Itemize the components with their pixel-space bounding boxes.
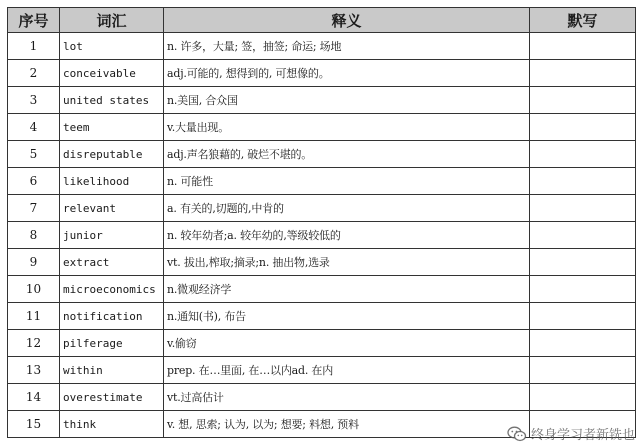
table-row [8,33,636,60]
row-definition: vt. 拔出,榨取;摘录;n. 抽出物,选录 [164,249,530,276]
row-word: lot [60,33,164,60]
table-row [8,357,636,384]
row-dictation-cell [530,168,636,195]
row-dictation-cell [530,276,636,303]
row-number: 8 [8,222,60,249]
row-word: microeconomics [60,276,164,303]
row-number: 7 [8,195,60,222]
row-dictation-cell [530,303,636,330]
row-word: extract [60,249,164,276]
row-number: 14 [8,384,60,411]
row-number: 13 [8,357,60,384]
row-word: likelihood [60,168,164,195]
row-number: 3 [8,87,60,114]
row-definition: n. 可能性 [164,168,530,195]
row-word: relevant [60,195,164,222]
row-word: junior [60,222,164,249]
wechat-icon [507,426,527,442]
table-row [8,249,636,276]
row-definition: v.大量出现。 [164,114,530,141]
watermark-text: 终身学习者新铣也 [530,428,635,443]
row-number: 15 [8,411,60,438]
table-row [8,87,636,114]
row-number: 2 [8,60,60,87]
row-definition: n.通知(书), 布告 [164,303,530,330]
row-dictation-cell [530,141,636,168]
row-dictation-cell [530,114,636,141]
row-definition: v. 想, 思索; 认为, 以为; 想要; 料想, 预料 [164,411,530,438]
row-definition: n. 较年幼者;a. 较年幼的,等级较低的 [164,222,530,249]
table-row [8,141,636,168]
row-word: within [60,357,164,384]
table-row [8,276,636,303]
row-definition: v.偷窃 [164,330,530,357]
row-dictation-cell [530,222,636,249]
row-number: 1 [8,33,60,60]
watermark [507,424,635,443]
table-row [8,303,636,330]
row-word: conceivable [60,60,164,87]
row-word: pilferage [60,330,164,357]
row-dictation-cell [530,357,636,384]
table-row [8,195,636,222]
row-dictation-cell [530,60,636,87]
vocabulary-table [7,7,636,438]
table-row [8,114,636,141]
row-definition: n. 许多，大量; 签，抽签; 命运; 场地 [164,33,530,60]
row-word: think [60,411,164,438]
header-word: 词汇 [60,8,164,33]
row-word: united states [60,87,164,114]
row-number: 5 [8,141,60,168]
row-definition: n.美国, 合众国 [164,87,530,114]
row-dictation-cell [530,330,636,357]
table-row [8,330,636,357]
row-dictation-cell [530,87,636,114]
row-word: notification [60,303,164,330]
row-word: teem [60,114,164,141]
row-definition: adj.声名狼藉的, 破烂不堪的。 [164,141,530,168]
row-number: 4 [8,114,60,141]
row-number: 6 [8,168,60,195]
table-row [8,168,636,195]
row-definition: a. 有关的,切题的,中肯的 [164,195,530,222]
row-definition: prep. 在…里面, 在…以内ad. 在内 [164,357,530,384]
row-definition: n.微观经济学 [164,276,530,303]
header-definition: 释义 [164,8,530,33]
table-row [8,384,636,411]
row-number: 10 [8,276,60,303]
row-definition: adj.可能的, 想得到的, 可想像的。 [164,60,530,87]
row-dictation-cell [530,195,636,222]
row-number: 12 [8,330,60,357]
row-dictation-cell [530,33,636,60]
header-number: 序号 [8,8,60,33]
header-dictation: 默写 [530,8,636,33]
row-word: overestimate [60,384,164,411]
header-row [8,8,636,33]
table-row [8,222,636,249]
row-number: 9 [8,249,60,276]
table-row [8,60,636,87]
row-dictation-cell [530,249,636,276]
row-dictation-cell [530,384,636,411]
row-definition: vt.过高估计 [164,384,530,411]
row-number: 11 [8,303,60,330]
row-word: disreputable [60,141,164,168]
